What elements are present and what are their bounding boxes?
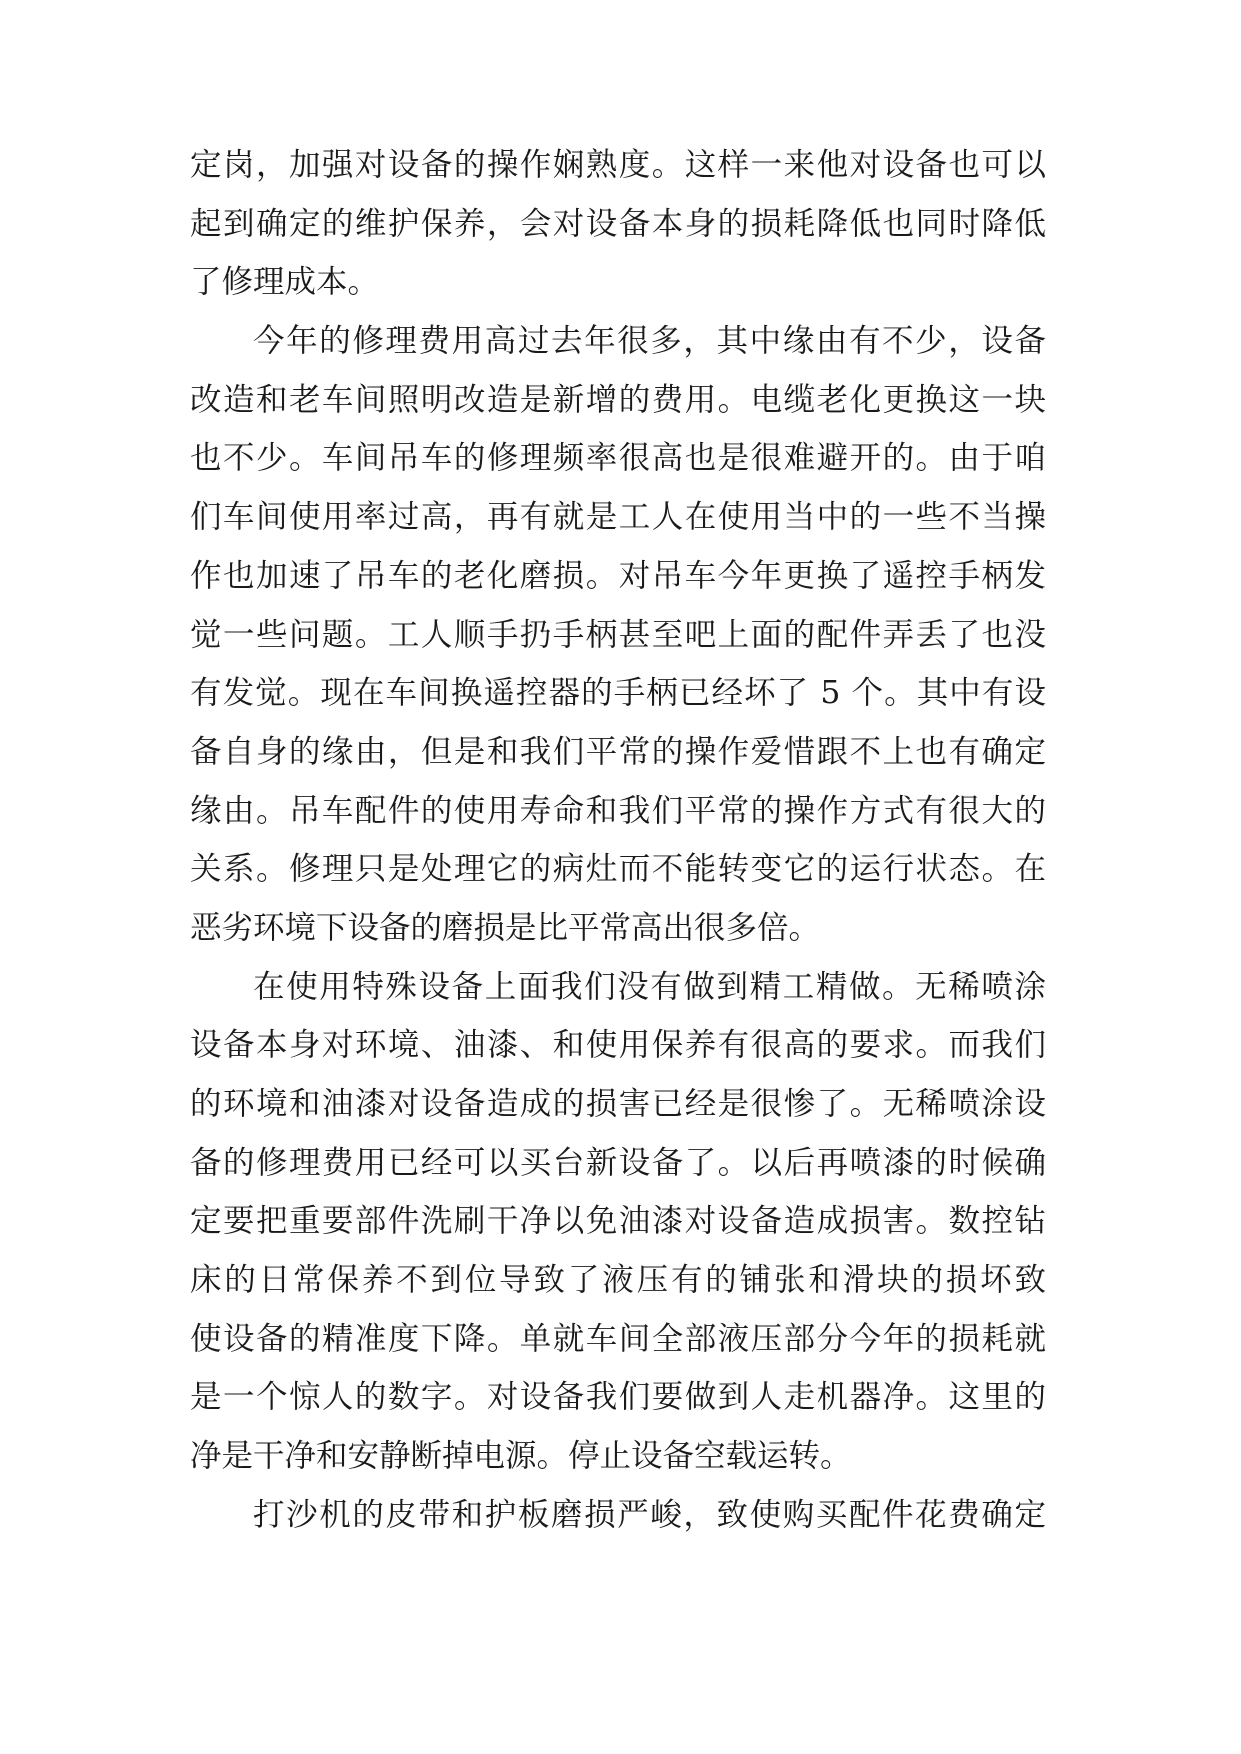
text-line: 改造和老车间照明改造是新增的费用。电缆老化更换这一块 xyxy=(190,381,1046,418)
text-line: 缘由。吊车配件的使用寿命和我们平常的操作方式有很大的 xyxy=(190,792,1046,829)
text-line: 设备本身对环境、油漆、和使用保养有很高的要求。而我们 xyxy=(190,1027,1046,1064)
text-line: 们车间使用率过高，再有就是工人在使用当中的一些不当操 xyxy=(190,499,1046,536)
text-line: 今年的修理费用高过去年很多，其中缘由有不少，设备 xyxy=(253,323,1046,360)
text-line: 也不少。车间吊车的修理频率很高也是很难避开的。由于咱 xyxy=(190,440,1046,477)
text-line: 备的修理费用已经可以买台新设备了。以后再喷漆的时候确 xyxy=(190,1144,1046,1181)
text-line: 定岗，加强对设备的操作娴熟度。这样一来他对设备也可以 xyxy=(190,147,1046,183)
paragraph xyxy=(190,1486,1046,1545)
text-line: 恶劣环境下设备的磨损是比平常高出很多倍。 xyxy=(190,909,821,946)
text-line: 起到确定的维护保养，会对设备本身的损耗降低也同时降低 xyxy=(190,205,1046,242)
text-line: 的环境和油漆对设备造成的损害已经是很惨了。无稀喷涂设 xyxy=(190,1086,1046,1122)
text-line: 了修理成本。 xyxy=(190,264,380,301)
text-line: 使设备的精准度下降。单就车间全部液压部分今年的损耗就 xyxy=(190,1320,1046,1357)
text-line: 作也加速了吊车的老化磨损。对吊车今年更换了遥控手柄发 xyxy=(190,557,1046,594)
text-line: 定要把重要部件洗刷干净以免油漆对设备造成损害。数控钻 xyxy=(190,1203,1046,1240)
text-line: 是一个惊人的数字。对设备我们要做到人走机器净。这里的 xyxy=(190,1379,1046,1416)
document-body xyxy=(190,136,1046,1545)
text-line: 净是干净和安静断掉电源。停止设备空载运转。 xyxy=(190,1438,852,1475)
paragraph xyxy=(190,312,1046,958)
paragraph xyxy=(190,136,1046,312)
text-line: 床的日常保养不到位导致了液压有的铺张和滑块的损坏致 xyxy=(190,1262,1046,1299)
text-line: 觉一些问题。工人顺手扔手柄甚至吧上面的配件弄丢了也没 xyxy=(190,616,1046,653)
text-line: 在使用特殊设备上面我们没有做到精工精做。无稀喷涂 xyxy=(253,968,1046,1005)
text-line: 有发觉。现在车间换遥控器的手柄已经坏了 5 个。其中有设 xyxy=(190,675,1046,712)
text-line: 打沙机的皮带和护板磨损严峻，致使购买配件花费确定 xyxy=(253,1496,1046,1533)
text-line: 关系。修理只是处理它的病灶而不能转变它的运行状态。在 xyxy=(190,851,1046,888)
paragraph xyxy=(190,958,1046,1486)
text-line: 备自身的缘由，但是和我们平常的操作爱惜跟不上也有确定 xyxy=(190,733,1046,770)
